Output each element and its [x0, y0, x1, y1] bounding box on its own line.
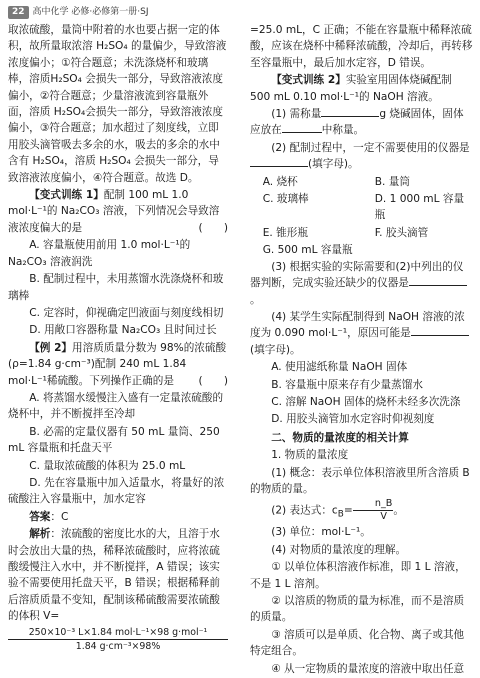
analysis-paragraph: 解析：浓硫酸的密度比水的大，且溶于水时会放出大量的热，稀释浓硫酸时，应将浓硫酸缓慢注入水中，并不断搅拌，A 错误；该实验不需要使用托盘天平，B 错误；根据稀释前后溶质质量不变知，配制该稀硫酸需要浓硫酸的体积 V=: [8, 528, 220, 623]
exercise-1-option-a: A. 容量瓶使用前用 1.0 mol·L⁻¹的 Na₂CO₃ 溶液润洗: [8, 239, 191, 268]
explanation-paragraph: 取浓硫酸，量筒中附着的水也要占据一定的体积，故所量取浓溶 H₂SO₄ 的量偏少，导致溶液浓度偏小；①符合题意；未洗涤烧杯和玻璃棒，溶质H₂SO₄ 会损失一部分，导致溶液浓度偏小，②符合题意；少量溶液流到容量瓶外面，溶质 H₂SO₄会损失一部分，导致溶液浓度偏小，③符合题意；加水超过了刻度线，立即用胶头滴管吸去多余的水，吸去的多余的水中含有 H₂SO₄，溶质 H₂SO₄ 会损失一部分，导致溶液浓度偏小，④符合题意。故选 D。: [8, 24, 227, 184]
exercise-1-label: 【变式训练 1】: [29, 189, 104, 202]
exercise-1-option-d: D. 用敞口容器称量 Na₂CO₃ 且时间过长: [29, 324, 217, 337]
exercise-1-option-b: B. 配制过程中，未用蒸馏水洗涤烧杯和玻璃棒: [8, 273, 224, 302]
answer-blank: [282, 122, 322, 133]
instrument-option: C. 玻璃棒: [262, 193, 309, 206]
formula-denominator: 1.84 g·cm⁻³×98%: [75, 640, 161, 652]
formula-numerator: 250×10⁻³ L×1.84 mol·L⁻¹×98 g·mol⁻¹: [8, 626, 228, 640]
answer-blank: [321, 106, 379, 117]
page-header: [8, 4, 148, 20]
answer-blank: [250, 156, 308, 167]
question-4: (4) 某学生实际配制得到 NaOH 溶液的浓度为 0.090 mol·L⁻¹，原因可能是(填字母)。: [250, 309, 474, 358]
example-2-option-c: C. 量取浓硫酸的体积为 25.0 mL: [29, 459, 186, 472]
instrument-option: G. 500 mL 容量瓶: [262, 244, 353, 257]
right-column: [250, 22, 474, 678]
example-2-stem: 【例 2】用溶质质量分数为 98%的浓硫酸(ρ=1.84 g·cm⁻³)配制 240 mL 1.84 mol·L⁻¹稀硫酸。下列操作正确的是 ( ): [8, 341, 228, 387]
understanding-point: ① 以单位体积溶液作标准，即 1 L 溶液，不是 1 L 溶剂。: [250, 561, 466, 590]
running-title: 高中化学 必修·必修第一册·SJ: [32, 6, 149, 17]
question-1: (1) 需称量 g 烧碱固体，固体应放在 中称量。: [250, 108, 464, 137]
exercise-2-label: 【变式训练 2】: [271, 74, 346, 87]
instrument-option: F. 胶头滴管: [374, 226, 429, 239]
instrument-option: D. 1 000 mL 容量瓶: [374, 193, 465, 222]
example-2-option-a: A. 将蒸馏水缓慢注入盛有一定量浓硫酸的烧杯中，并不断搅拌至冷却: [8, 391, 224, 421]
instrument-option: E. 锥形瓶: [262, 226, 308, 239]
section-heading: 二、物质的量浓度的相关计算: [271, 431, 409, 444]
concentration-fraction: $\frac{n\_B}{V}$: [353, 498, 394, 523]
definition-understanding: (4) 对物质的量浓度的理解。: [271, 543, 407, 556]
exercise-2-stem: 【变式训练 2】实验室用固体烧碱配制 500 mL 0.10 mol·L⁻¹的 NaOH 溶液。: [250, 74, 452, 103]
answer-line: 答案：C: [29, 510, 69, 523]
definition-unit: (3) 单位：mol·L⁻¹。: [271, 526, 371, 539]
question-4-option-b: B. 容量瓶中原来存有少量蒸馏水: [271, 378, 423, 391]
example-2-label: 【例 2】: [29, 341, 73, 354]
subsection-heading: 1. 物质的量浓度: [271, 449, 349, 462]
example-2-option-d: D. 先在容量瓶中加入适量水，将量好的浓硫酸注入容量瓶中，加水定容: [8, 476, 225, 506]
question-2: (2) 配制过程中，一定不需要使用的仪器是(填字母)。: [250, 140, 474, 173]
understanding-point: ④ 从一定物质的量浓度的溶液中取出任意: [271, 662, 465, 675]
question-4-option-a: A. 使用滤纸称量 NaOH 固体: [271, 361, 408, 374]
definition-expression: (2) 表达式：$c_B=$ $\frac{n\_B}{V}$ 。: [271, 498, 404, 523]
analysis-continuation: =25.0 mL，C 正确；不能在容量瓶中稀释浓硫酸，应该在烧杯中稀释浓硫酸，冷却后，再转移至容量瓶中，最后加水定容，D 错误。: [250, 24, 473, 69]
exercise-1-option-c: C. 定容时，仰视确定凹液面与刻度线相切: [29, 306, 224, 319]
understanding-point: ② 以溶质的物质的量为标准，而不是溶质的质量。: [250, 595, 465, 624]
answer-blank: [409, 275, 467, 286]
exercise-1-stem: 【变式训练 1】配制 100 mL 1.0 mol·L⁻¹的 Na₂CO₃ 溶液，下列情况会导致溶液浓度偏大的是 ( ): [8, 189, 228, 234]
instrument-options: [250, 174, 474, 259]
page-number: 22: [8, 6, 29, 19]
example-2-option-b: B. 必需的定量仪器有 50 mL 量筒、250 mL 容量瓶和托盘天平: [8, 425, 220, 455]
instrument-option: A. 烧杯: [262, 175, 298, 188]
understanding-point: ③ 溶质可以是单质、化合物、离子或其他特定组合。: [250, 628, 465, 658]
answer-blank: [411, 325, 469, 336]
question-3: (3) 根据实验的实际需要和(2)中列出的仪器判断，完成实验还缺少的仪器是。: [250, 259, 474, 308]
question-4-option-d: D. 用胶头滴管加水定容时仰视刻度: [271, 413, 435, 426]
question-4-option-c: C. 溶解 NaOH 固体的烧杯未经多次洗涤: [271, 395, 461, 408]
left-column: [8, 22, 228, 653]
volume-formula: [8, 626, 228, 653]
instrument-option: B. 量筒: [374, 175, 410, 188]
definition-concept: (1) 概念：表示单位体积溶液里所含溶质 B 的物质的量。: [250, 466, 470, 495]
